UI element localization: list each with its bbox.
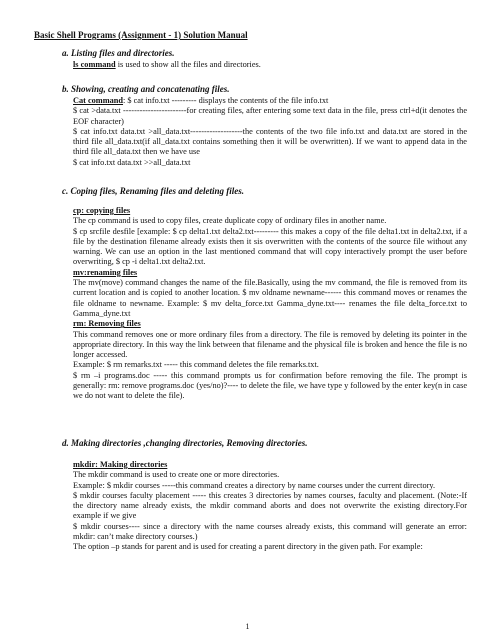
section-d-body — [73, 460, 467, 553]
cat-text: : $ cat info.txt --------- displays the contents of the file info.txt — [123, 96, 329, 105]
document-title: Basic Shell Programs (Assignment - 1) Solution Manual — [34, 30, 248, 40]
mv-para-1: The mv(move) command changes the name of the file.Basically, using the mv command, the file is removed from its current location and is copied to another location. $ mv oldname newname------ this command moves or renames the file oldname to newname. Example: $ mv delta_force.txt Gamma_dyne.txt---- renames the file delta_force.txt to Gamma_dyne.txt — [73, 278, 467, 318]
mkdir-para-1: The mkdir command is used to create one or more directories. — [73, 470, 280, 480]
cat-line — [73, 96, 467, 106]
cp-para-2: $ cp srcfile desfile [example: $ cp delta1.txt delta2.txt--------- this makes a copy of the file delta1.txt in delta2.txt, if a file by the destination filename already exists then it sis overwritten with the contents of the source file without any warning. We can use an option in the last mentioned command that will copy interactively prompt the user before overwriting, $ cp -i delta1.txt delta2.txt. — [73, 226, 467, 267]
rm-para-3: $ rm –i programs.doc ----- this command prompts us for confirmation before removing the file. The prompt is generally: rm: remove programs.doc (yes/no)?---- to delete the file, we have type y followed by the enter key(n in case we do not want to delete the file). — [73, 370, 467, 401]
section-a-heading: a. Listing files and directories. — [62, 48, 175, 58]
section-c-body — [73, 206, 467, 402]
mv-heading: mv:renaming files — [73, 267, 138, 277]
mkdir-para-4: $ mkdir courses---- since a directory with the name courses already exists, this command will generate an error: mkdir: can’t make directory courses.) — [73, 521, 467, 542]
ls-line — [73, 60, 467, 70]
ls-keyword: ls command — [73, 60, 116, 69]
cat-create-line: $ cat >data.txt -----------------------for creating files, after entering some text data in the file, press ctrl+d(it denotes the EOF character) — [73, 106, 467, 126]
mkdir-para-3: $ mkdir courses faculty placement ----- this creates 3 directories by names courses, faculty and placement. (Note:-If the directory name already exists, the mkdir command aborts and does not overwrite the existing directory.For example if we give — [73, 490, 467, 521]
rm-para-2: Example: $ rm remarks.txt ----- this command deletes the file remarks.txt. — [73, 360, 319, 370]
mkdir-para-2: Example: $ mkdir courses -----this command creates a directory by name courses under the current directory. — [73, 480, 436, 490]
cat-append-line: $ cat info.txt data.txt >>all_data.txt — [73, 157, 191, 167]
section-c-heading: c. Coping files, Renaming files and deleting files. — [62, 186, 244, 196]
ls-text: is used to show all the files and directories. — [115, 60, 261, 69]
cat-concat-line: $ cat info.txt data.txt >all_data.txt-------------------the contents of the two file info.txt and data.txt are stored in the third file all_data.txt(if all_data.txt contains something then it will be overwritten). If we want to append data in the third file all_data.txt then we have use — [73, 126, 467, 157]
cat-keyword: Cat command — [73, 96, 124, 105]
cp-para-1: The cp command is used to copy files, create duplicate copy of ordinary files in another name. — [73, 216, 387, 226]
section-b-heading: b. Showing, creating and concatenating files. — [62, 84, 230, 94]
mkdir-para-5: The option –p stands for parent and is used for creating a parent directory in the given path. For example: — [73, 542, 423, 552]
cp-heading: cp: copying files — [73, 206, 131, 215]
page-number: 1 — [245, 622, 250, 631]
rm-heading: rm: Removing files — [73, 319, 141, 329]
mkdir-heading: mkdir: Making directories — [73, 460, 168, 469]
section-d-heading: d. Making directories ,changing directories, Removing directories. — [62, 438, 308, 448]
section-a-body — [73, 60, 467, 70]
section-b-body — [73, 96, 467, 168]
rm-para-1: This command removes one or more ordinary files from a directory. The file is removed by deleting its pointer in the appropriate directory. In this way the link between that filename and the physical file is broken and hence the file is no longer accessed. — [73, 329, 467, 360]
